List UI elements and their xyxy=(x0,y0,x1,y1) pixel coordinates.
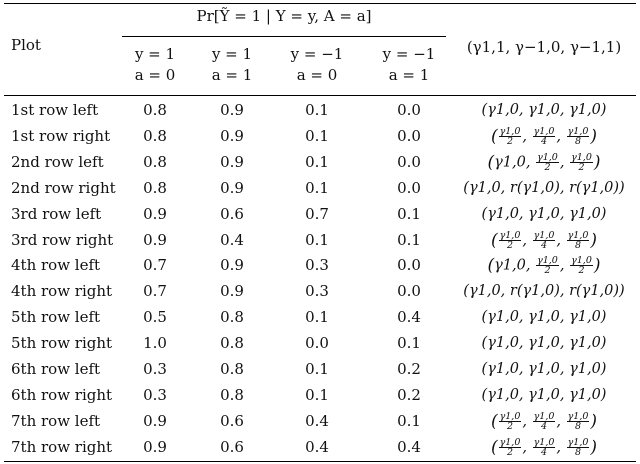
value-cell: 0.7 xyxy=(143,256,167,275)
value-cell: 0.1 xyxy=(397,411,421,430)
gamma-expression: (γ1,0, r(γ1,0), r(γ1,0)) xyxy=(463,179,625,196)
value-cell: 0.8 xyxy=(220,308,244,327)
close-paren: ) xyxy=(593,152,601,173)
value-cell: 0.9 xyxy=(143,411,167,430)
value-cell: 0.3 xyxy=(305,282,329,301)
fraction-numerator: γ1,0 xyxy=(537,255,558,267)
table-row xyxy=(0,408,640,433)
row-label: 3rd row left xyxy=(11,204,102,223)
value-cell: 0.4 xyxy=(220,230,244,249)
comma: , xyxy=(556,413,566,430)
col-header-plot: Plot xyxy=(11,36,41,54)
value-cell: 0.9 xyxy=(220,126,244,145)
fraction-denominator: 2 xyxy=(506,135,513,147)
table-row xyxy=(0,382,640,407)
value-cell: 0.7 xyxy=(143,282,167,301)
fraction xyxy=(499,412,522,431)
table-row xyxy=(0,201,640,226)
value-cell: 0.9 xyxy=(143,230,167,249)
fraction-denominator: 2 xyxy=(578,265,585,277)
subheader-y: y = 1 xyxy=(134,45,176,63)
subheader-y: y = −1 xyxy=(382,45,436,63)
fraction-denominator: 2 xyxy=(506,239,513,251)
comma: , xyxy=(525,154,536,171)
table-row xyxy=(0,227,640,252)
comma: , xyxy=(559,154,570,171)
fraction-denominator: 4 xyxy=(540,446,548,458)
value-cell: 0.1 xyxy=(397,204,421,223)
fraction-numerator: γ1,0 xyxy=(533,436,555,448)
value-cell: 0.2 xyxy=(397,360,421,378)
subheader-col-2 xyxy=(202,44,262,86)
top-rule xyxy=(4,3,636,4)
row-label: 1st row right xyxy=(11,126,111,145)
fraction xyxy=(567,127,590,146)
fraction-denominator: 4 xyxy=(540,239,548,251)
fraction-numerator: γ1,0 xyxy=(499,125,521,137)
row-label: 4th row right xyxy=(11,282,113,301)
gamma-cell xyxy=(452,334,636,352)
value-cell: 0.1 xyxy=(305,101,329,119)
row-label: 6th row left xyxy=(11,360,101,378)
gamma-expression: (γ1,0, γ1,0, γ1,0) xyxy=(481,309,607,326)
close-paren: ) xyxy=(593,255,601,276)
value-cell: 0.6 xyxy=(220,204,244,223)
subheader-col-1 xyxy=(125,44,185,86)
comma: , xyxy=(559,257,570,274)
row-label: 5th row right xyxy=(11,334,113,353)
value-cell: 0.9 xyxy=(220,178,244,197)
fraction-denominator: 2 xyxy=(506,446,513,458)
table-row xyxy=(0,175,640,200)
fraction xyxy=(570,256,593,275)
value-cell: 0.4 xyxy=(397,437,421,456)
row-label: 3rd row right xyxy=(11,230,114,249)
value-cell: 0.0 xyxy=(397,282,421,301)
fraction xyxy=(499,438,522,457)
group-rule xyxy=(122,36,446,37)
gamma-expression: (γ1,0, γ1,0, γ1,0) xyxy=(481,102,607,118)
value-cell: 0.4 xyxy=(305,437,329,456)
fraction xyxy=(536,153,559,172)
comma: , xyxy=(522,413,532,430)
value-cell: 0.1 xyxy=(305,152,329,171)
value-cell: 0.1 xyxy=(397,334,421,353)
value-cell: 0.8 xyxy=(143,101,167,119)
fraction-numerator: γ1,0 xyxy=(567,436,589,448)
gamma-cell xyxy=(452,386,636,404)
gamma-cell xyxy=(452,179,636,197)
fraction xyxy=(567,231,590,250)
fraction xyxy=(567,438,590,457)
fraction-numerator: γ1,0 xyxy=(533,125,555,137)
value-cell: 0.4 xyxy=(397,308,421,327)
value-cell: 0.1 xyxy=(305,230,329,249)
table-row xyxy=(0,97,640,122)
fraction-denominator: 8 xyxy=(574,239,582,251)
gamma-cell xyxy=(452,205,636,223)
gamma-cell xyxy=(452,127,636,146)
fraction-denominator: 8 xyxy=(574,446,582,458)
fraction xyxy=(533,438,556,457)
fraction xyxy=(536,256,559,275)
gamma-cell xyxy=(452,282,636,300)
header-rule xyxy=(4,95,636,96)
probability-header-text: Pr[Ỹ = 1 | Y = y, A = a] xyxy=(196,7,372,25)
fraction-denominator: 4 xyxy=(540,135,548,147)
comma: , xyxy=(522,232,532,248)
row-label: 7th row left xyxy=(11,411,101,430)
comma: , xyxy=(525,257,536,274)
close-paren: ) xyxy=(590,230,598,250)
gamma-cell xyxy=(452,256,636,275)
fraction-numerator: γ1,0 xyxy=(533,229,555,241)
fraction-numerator: γ1,0 xyxy=(533,410,555,422)
row-label: 7th row right xyxy=(11,437,113,456)
fraction xyxy=(499,127,522,146)
subheader-a: a = 0 xyxy=(134,66,176,84)
value-cell: 0.0 xyxy=(397,126,421,145)
comma: , xyxy=(556,128,566,145)
value-cell: 0.7 xyxy=(305,204,329,223)
fraction-denominator: 8 xyxy=(574,135,582,147)
subheader-y: y = −1 xyxy=(290,45,344,63)
comma: , xyxy=(556,439,566,456)
gamma-expression: (γ1,0, γ1,0, γ1,0) xyxy=(481,361,607,377)
value-cell: 0.9 xyxy=(143,437,167,456)
value-cell: 0.8 xyxy=(143,178,167,197)
value-cell: 0.8 xyxy=(220,385,244,404)
value-cell: 0.0 xyxy=(397,178,421,197)
fraction-numerator: γ1,0 xyxy=(567,125,589,137)
fraction-denominator: 4 xyxy=(540,420,548,432)
fraction-numerator: γ1,0 xyxy=(567,410,589,422)
gamma-cell xyxy=(452,360,636,378)
gamma-symbol: γ1,0 xyxy=(494,154,526,171)
row-label: 2nd row right xyxy=(11,178,116,197)
fraction xyxy=(533,127,556,146)
value-cell: 0.5 xyxy=(143,308,167,327)
table-row xyxy=(0,123,640,148)
value-cell: 0.8 xyxy=(220,334,244,353)
value-cell: 0.9 xyxy=(220,101,244,119)
comma: , xyxy=(522,128,532,145)
table-row xyxy=(0,434,640,459)
open-paren: ( xyxy=(487,255,495,276)
fraction-denominator: 2 xyxy=(544,265,551,277)
table-row xyxy=(0,304,640,329)
subheader-col-3 xyxy=(282,44,352,86)
fraction xyxy=(533,412,556,431)
value-cell: 0.8 xyxy=(220,360,244,378)
fraction-numerator: γ1,0 xyxy=(499,410,521,422)
fraction xyxy=(533,231,556,250)
value-cell: 0.1 xyxy=(305,126,329,145)
row-label: 2nd row left xyxy=(11,152,104,171)
value-cell: 0.0 xyxy=(397,152,421,171)
gamma-header-text: (γ1,1, γ−1,0, γ−1,1) xyxy=(466,38,622,56)
value-cell: 0.0 xyxy=(305,334,329,353)
subheader-a: a = 1 xyxy=(211,66,253,84)
gamma-cell xyxy=(452,231,636,250)
gamma-cell xyxy=(452,101,636,119)
table-row xyxy=(0,330,640,355)
value-cell: 0.4 xyxy=(305,411,329,430)
gamma-symbol: γ1,0 xyxy=(494,257,526,274)
table-row xyxy=(0,278,640,303)
col-header-probability xyxy=(122,7,446,25)
value-cell: 0.9 xyxy=(220,152,244,171)
gamma-cell xyxy=(452,308,636,326)
col-header-gamma xyxy=(452,38,636,56)
fraction-numerator: γ1,0 xyxy=(499,229,521,241)
close-paren: ) xyxy=(590,437,598,458)
gamma-expression: (γ1,0, γ1,0, γ1,0) xyxy=(481,335,607,352)
value-cell: 0.1 xyxy=(305,178,329,197)
gamma-expression: (γ1,0, γ1,0, γ1,0) xyxy=(481,386,607,403)
gamma-cell xyxy=(452,412,636,431)
gamma-cell xyxy=(452,153,636,172)
comma: , xyxy=(556,232,566,248)
gamma-expression: (γ1,0, r(γ1,0), r(γ1,0)) xyxy=(463,283,625,300)
value-cell: 0.0 xyxy=(397,101,421,119)
value-cell: 0.6 xyxy=(220,411,244,430)
value-cell: 0.3 xyxy=(143,360,167,378)
fraction-numerator: γ1,0 xyxy=(571,255,592,267)
value-cell: 0.9 xyxy=(220,282,244,301)
gamma-cell xyxy=(452,438,636,457)
fraction-numerator: γ1,0 xyxy=(499,436,521,448)
fraction xyxy=(570,153,593,172)
row-label: 1st row left xyxy=(11,101,99,119)
open-paren: ( xyxy=(487,152,495,173)
close-paren: ) xyxy=(590,126,598,147)
value-cell: 0.1 xyxy=(305,308,329,327)
open-paren: ( xyxy=(490,126,498,147)
row-label: 4th row left xyxy=(11,256,101,275)
subheader-a: a = 1 xyxy=(388,66,430,84)
value-cell: 0.0 xyxy=(397,256,421,275)
close-paren: ) xyxy=(590,411,598,432)
value-cell: 0.2 xyxy=(397,385,421,404)
value-cell: 0.1 xyxy=(305,360,329,378)
open-paren: ( xyxy=(490,230,498,250)
value-cell: 0.6 xyxy=(220,437,244,456)
fraction-numerator: γ1,0 xyxy=(567,229,589,241)
value-cell: 0.8 xyxy=(143,126,167,145)
table-row xyxy=(0,356,640,381)
comma: , xyxy=(522,439,532,456)
value-cell: 0.9 xyxy=(220,256,244,275)
row-label: 5th row left xyxy=(11,308,101,327)
fraction-numerator: γ1,0 xyxy=(537,151,558,163)
table-row xyxy=(0,252,640,277)
table-row xyxy=(0,149,640,174)
value-cell: 0.1 xyxy=(397,230,421,249)
value-cell: 0.8 xyxy=(143,152,167,171)
value-cell: 0.3 xyxy=(305,256,329,275)
subheader-y: y = 1 xyxy=(211,45,253,63)
open-paren: ( xyxy=(490,437,498,458)
fraction xyxy=(567,412,590,431)
value-cell: 1.0 xyxy=(143,334,167,353)
bottom-rule xyxy=(4,461,636,462)
value-cell: 0.1 xyxy=(305,385,329,404)
open-paren: ( xyxy=(490,411,498,432)
value-cell: 0.9 xyxy=(143,204,167,223)
fraction-denominator: 8 xyxy=(574,420,582,432)
subheader-a: a = 0 xyxy=(296,66,338,84)
row-label: 6th row right xyxy=(11,385,113,404)
fraction-denominator: 2 xyxy=(544,161,551,173)
fraction-denominator: 2 xyxy=(506,420,513,432)
value-cell: 0.3 xyxy=(143,385,167,404)
fraction-numerator: γ1,0 xyxy=(571,151,592,163)
gamma-expression: (γ1,0, γ1,0, γ1,0) xyxy=(481,205,607,222)
fraction xyxy=(499,231,522,250)
subheader-col-4 xyxy=(374,44,444,86)
fraction-denominator: 2 xyxy=(578,161,585,173)
